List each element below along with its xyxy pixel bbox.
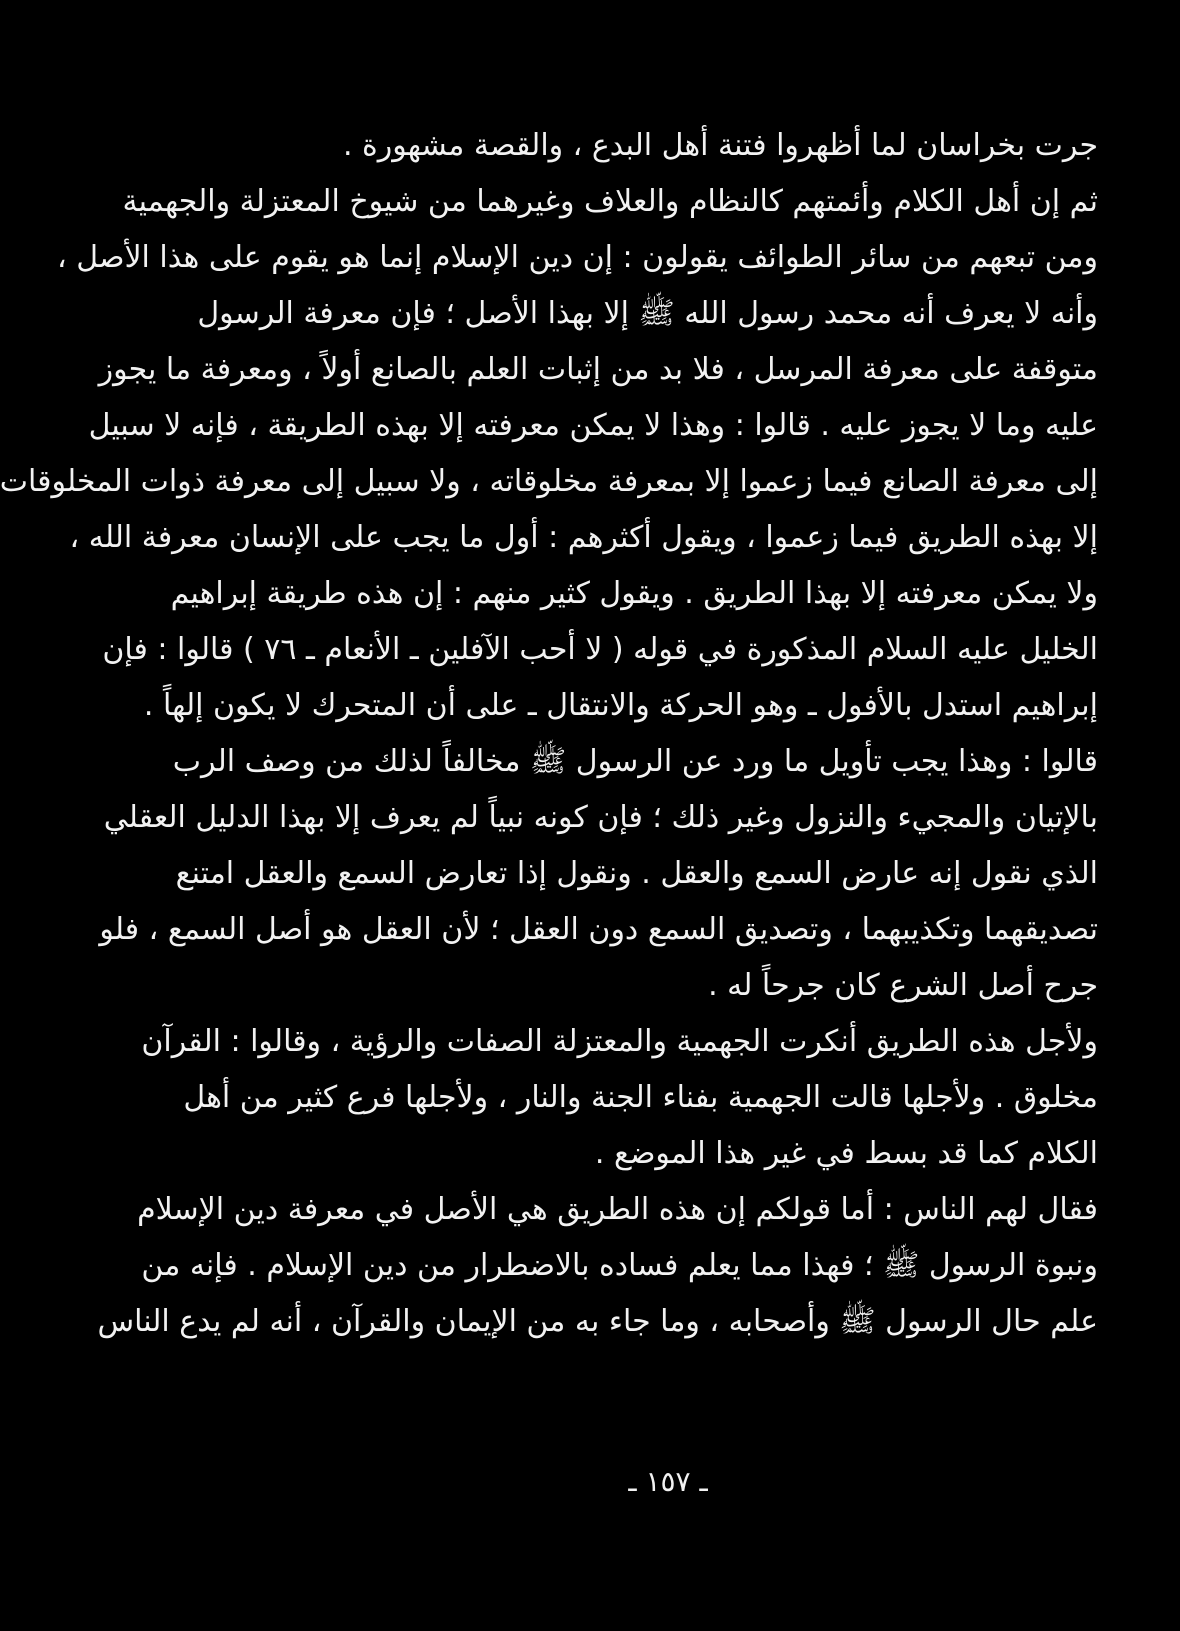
text-line-22: علم حال الرسول ﷺ وأصحابه ، وما جاء به من الإيمان والقرآن ، أنه لم يدع الناس [97,1304,1098,1339]
text-line-3: ومن تبعهم من سائر الطوائف يقولون : إن دين الإسلام إنما هو يقوم على هذا الأصل ، [57,240,1098,275]
page-number: ـ ١٥٧ ـ [628,1465,708,1498]
text-line-19: الكلام كما قد بسط في غير هذا الموضع . [594,1136,1098,1171]
text-line-18: مخلوق . ولأجلها قالت الجهمية بفناء الجنة والنار ، ولأجلها فرع كثير من أهل [183,1080,1098,1115]
text-line-11: إبراهيم استدل بالأفول ـ وهو الحركة والانتقال ـ على أن المتحرك لا يكون إلهاً . [143,688,1098,723]
text-line-20: فقال لهم الناس : أما قولكم إن هذه الطريق هي الأصل في معرفة دين الإسلام [137,1192,1098,1227]
text-line-8: إلا بهذه الطريق فيما زعموا ، ويقول أكثرهم : أول ما يجب على الإنسان معرفة الله ، [69,520,1098,555]
text-line-7: إلى معرفة الصانع فيما زعموا إلا بمعرفة مخلوقاته ، ولا سبيل إلى معرفة ذوات المخلوقات [0,464,1098,499]
text-line-12: قالوا : وهذا يجب تأويل ما ورد عن الرسول ﷺ مخالفاً لذلك من وصف الرب [172,744,1098,779]
text-line-14: الذي نقول إنه عارض السمع والعقل . ونقول إذا تعارض السمع والعقل امتنع [175,856,1098,891]
text-line-2: ثم إن أهل الكلام وأئمتهم كالنظام والعلاف وغيرهما من شيوخ المعتزلة والجهمية [122,184,1098,219]
text-line-4: وأنه لا يعرف أنه محمد رسول الله ﷺ إلا بهذا الأصل ؛ فإن معرفة الرسول [197,296,1098,331]
text-line-9: ولا يمكن معرفته إلا بهذا الطريق . ويقول كثير منهم : إن هذه طريقة إبراهيم [170,576,1098,611]
text-line-1: جرت بخراسان لما أظهروا فتنة أهل البدع ، والقصة مشهورة . [342,128,1098,163]
text-line-21: ونبوة الرسول ﷺ ؛ فهذا مما يعلم فساده بالاضطرار من دين الإسلام . فإنه من [141,1248,1098,1283]
text-line-16: جرح أصل الشرع كان جرحاً له . [708,968,1098,1003]
text-line-10: الخليل عليه السلام المذكورة في قوله ( لا أحب الآفلين ـ الأنعام ـ ٧٦ ) قالوا : فإن [102,632,1098,667]
page-body-text [0,118,1098,1350]
text-line-13: بالإتيان والمجيء والنزول وغير ذلك ؛ فإن كونه نبياً لم يعرف إلا بهذا الدليل العقلي [103,800,1098,835]
text-line-6: عليه وما لا يجوز عليه . قالوا : وهذا لا يمكن معرفته إلا بهذه الطريقة ، فإنه لا سبيل [88,408,1098,443]
text-line-15: تصديقهما وتكذيبهما ، وتصديق السمع دون العقل ؛ لأن العقل هو أصل السمع ، فلو [99,912,1098,947]
text-line-5: متوقفة على معرفة المرسل ، فلا بد من إثبات العلم بالصانع أولاً ، ومعرفة ما يجوز [98,352,1098,387]
text-line-17: ولأجل هذه الطريق أنكرت الجهمية والمعتزلة الصفات والرؤية ، وقالوا : القرآن [141,1024,1098,1059]
